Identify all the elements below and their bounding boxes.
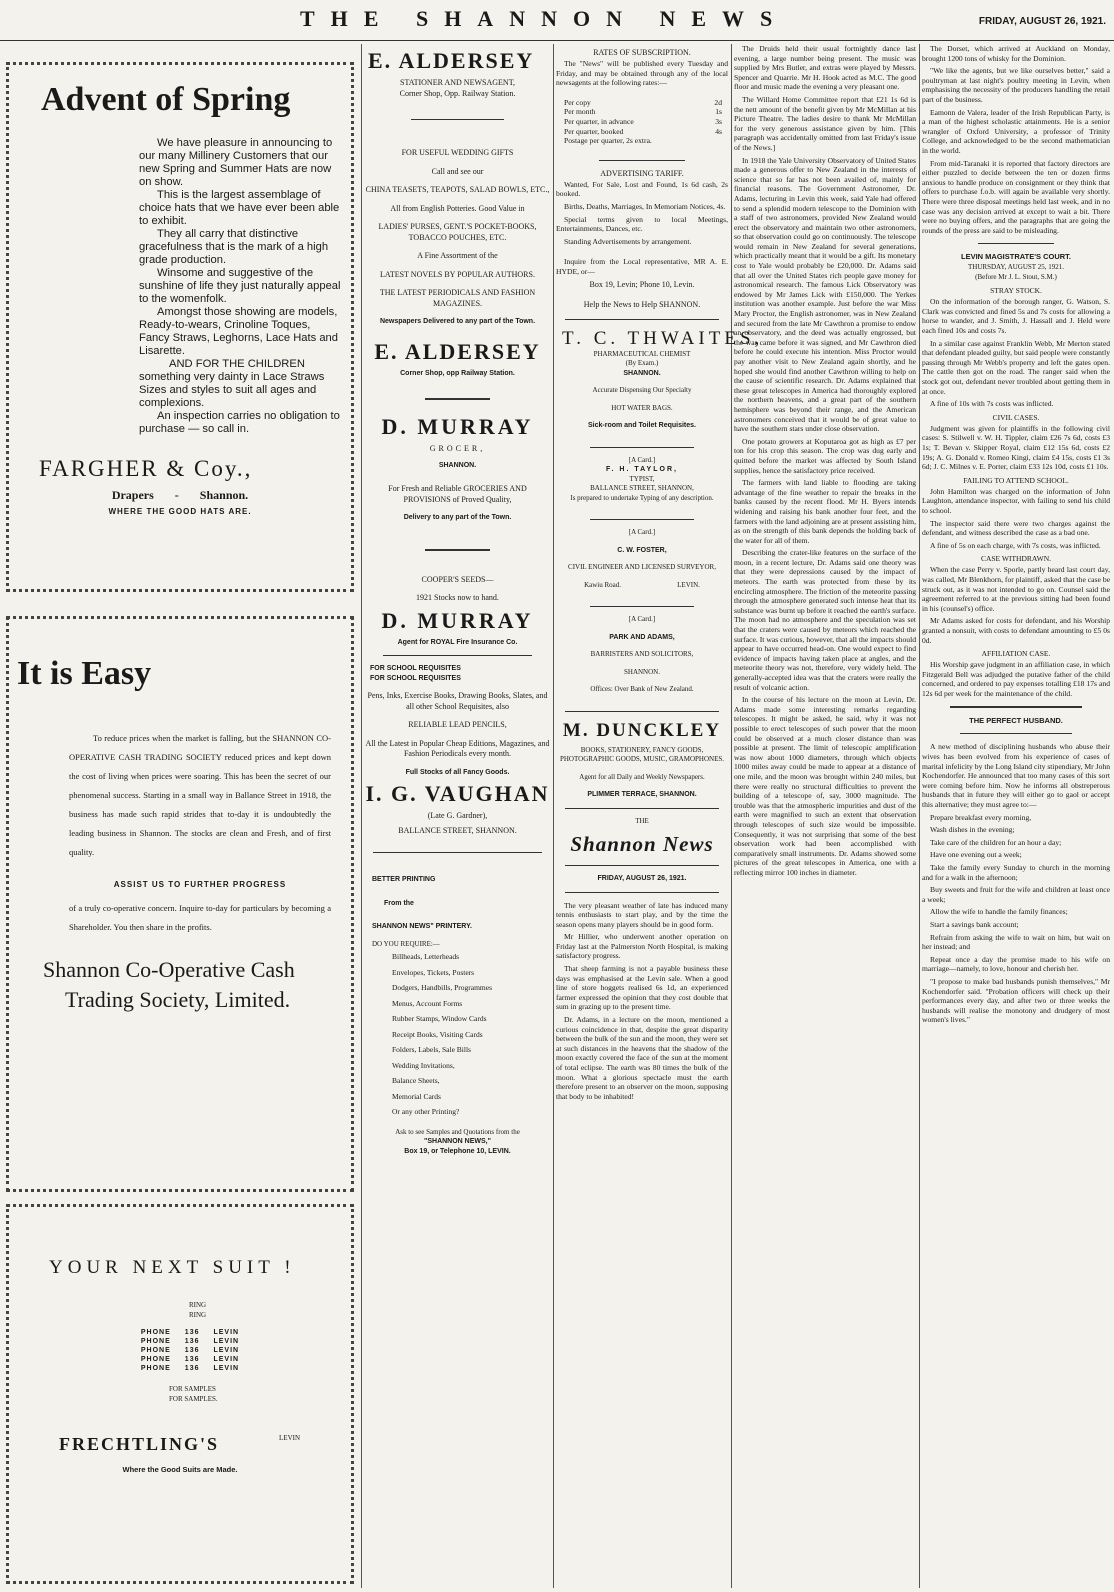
tariff-special: Special terms given to local Meetings, Entertainments, Dances, etc. xyxy=(556,214,728,234)
column-5 xyxy=(922,44,1110,1588)
fancy-line: Full Stocks of all Fancy Goods. xyxy=(405,768,510,776)
frechtling-line xyxy=(59,1434,341,1455)
column-2 xyxy=(364,44,551,1588)
court-para: A fine of 5s on each charge, with 7s costs, was inflicted. xyxy=(930,540,1101,550)
aldersey-address: Corner Shop, Opp. Railway Station. xyxy=(399,88,516,98)
column-4 xyxy=(734,44,916,1588)
news-para: "We like the agents, but we like ourselves better," said a poultryman at last night's poultry meeting in Levin, when emphasising the necessity of the producers handling the retail part of the business. xyxy=(922,66,1110,104)
periodicals-line: THE LATEST PERIODICALS AND FASHION MAGAZINES. xyxy=(379,288,536,308)
court-para: His Worship gave judgment in an affiliation case, in which Fitzgerald Bell was adjudged the putative father of the child concerned, and ordered to pay expenses totalling £18 17s and 12s 6d per week for the maintenance of the child. xyxy=(922,660,1110,698)
novels-line: LATEST NOVELS BY POPULAR AUTHORS. xyxy=(380,269,535,279)
husband-rule: Buy sweets and fruit for the wife and children at least once a week; xyxy=(922,885,1110,904)
potteries-line: All from English Potteries. Good Value in xyxy=(390,203,525,213)
husband-rule: Take the family every Sunday to church in the morning and for a walk in the afternoon; xyxy=(922,863,1110,882)
news-para: In 1918 the Yale University Observatory of United States made a generous offer to New Zealand in the interests of science that so far has not been availed of, mainly for financial reasons. The Government Astronomer, Dr. Adams, lecturing in Levin this week, said Yale had offered to send a splendid modern telescope to the Dominion with a staff of two astronomers, provided New Zealand would erect the observatory and maintain two other astronomers, so that observation could go on continuously. The telescope would remain in New Zealand for several generations, which practically meant that it would be a gift. Its monetary cost to Yale would probably be £20,000. Dr. Adams said that all over the United States rich people gave money for astronomical research. The famous Lick Observatory was endowed by Mr James Lick with £150,000. The Yerkes institution was another example. Just before the war Miss Mary Proctor, the English astronomer, was in New Zealand and secured from the late Mr Cawthron a promise to endow an observatory, and the deed was actually engrossed, but the war came before it was signed, and Mr Cawthron died before he could execute his intention. Miss Proctor would pay another visit to New Zealand again shortly, and he hoped she would find another Cawthron willing to help on the cause of scientific research. Dr. Adams explained that these great telescopes in America had thoroughly explored the northern heavens, and a great part of the southern hemisphere was beyond their range, and the American astronomers conceived that it would be of great value to have the southern stars under close observation. xyxy=(734,155,916,434)
murray-name: D. MURRAY xyxy=(381,414,534,439)
news-para: Describing the crater-like features on the surface of the moon, in a recent lecture, Dr. Adams said one theory was that they were depressions caused by the impact of meteors. The earth was protected from these by its encircling atmosphere. The friction of the meteorite passing through the atmosphere generated such intense heat that its substance was burnt up before it reached the earth's surface. The moon had no atmosphere and the speculation was set that the craters were caused by meteors which reached the surface. It was curious, however, that all the impacts should appear to have occurred head-on. One would expect to find evidence of impacts having taken place at angles, and the meteorite theory was not, therefore, very widely held. The generally-accepted idea was that the craters were really the result of volcanic action. xyxy=(734,548,916,692)
rate-price: 3s xyxy=(715,116,722,126)
spring-para: something very dainty in Lace Straws Sizes and styles to suit all ages and complexions. xyxy=(139,371,325,409)
coopers-seeds: COOPER'S SEEDS— xyxy=(421,574,494,584)
phone-line: PHONE 136 LEVIN xyxy=(140,1356,240,1363)
court-para: Judgment was given for plaintiffs in the following civil cases: S. Stilwell v. W. H. Tippler, claim £26 7s 6d, costs £3 1s; T. Bevan v. Skipper Royal, claim £12 15s 6d, costs £2 19s; A. G. Donald v. Romeo Kingi, claim £4 15s, costs £1 3s 6d; J. C. Milnes v. E. Porter, claim £33 12s 10d, costs £1 10s. xyxy=(922,423,1110,472)
spring-para: AND FOR THE CHILDREN xyxy=(169,358,305,370)
husband-heading: THE PERFECT HUSBAND. xyxy=(969,716,1063,726)
printing-item: Folders, Labels, Sale Bills xyxy=(392,1045,471,1054)
rate-row xyxy=(564,107,722,117)
printing-item: Dodgers, Handbills, Programmes xyxy=(392,983,492,992)
printing-item: Receipt Books, Visiting Cards xyxy=(392,1029,483,1039)
rate-label: Per copy xyxy=(564,97,591,107)
tariff-wanted: Wanted, For Sale, Lost and Found, 1s 6d cash, 2s booked. xyxy=(556,179,728,199)
fargher-firm: FARGHER & Coy., xyxy=(39,456,253,481)
samples-label: FOR SAMPLES. xyxy=(169,1394,218,1403)
printing-heading: BETTER PRINTING xyxy=(372,876,436,883)
rate-label: Per quarter, in advance xyxy=(564,116,634,126)
help-line: Help the News to Help SHANNON. xyxy=(583,300,701,309)
suit-advert xyxy=(6,1204,354,1584)
spring-para: We have pleasure in announcing to our many Millinery Customers that our new Spring and Summer Hats are now on show. xyxy=(139,137,333,188)
park-offices: Offices: Over Bank of New Zealand. xyxy=(590,685,694,693)
printing-ask: Ask to see Samples and Quotations from the xyxy=(395,1127,520,1136)
taylor-typist: TYPIST, xyxy=(629,474,655,483)
phone-line: PHONE 136 LEVIN xyxy=(140,1329,240,1336)
foster-address: Kawiu Road. LEVIN. xyxy=(584,580,700,589)
thwaites-exam: (By Exam.) xyxy=(625,359,659,367)
court-para: John Hamilton was charged on the information of John Laughton, attendance inspector, with failing to send his child to school. xyxy=(922,486,1110,515)
editorial-para: Dr. Adams, in a lecture on the moon, mentioned a curious coincidence in that, despite the great disparity between the bulk of the sun and the moon, they were set at such distances in the heavens that the shadow of the moon exactly covered the face of the sun at the moment of total eclipse. The earth was 80 times the bulk of the moon. What a glorious spectacle must the earth therefore present to an observer on the moon, supposing that body to be inhabited! xyxy=(556,1015,728,1101)
husband-rule: Start a savings bank account; xyxy=(930,919,1019,929)
rates-list xyxy=(564,98,722,146)
vaughan-name: I. G. VAUGHAN xyxy=(365,781,550,806)
husband-rule: Repeat once a day the promise made to his wife on marriage—namely, to love, honour and cherish her. xyxy=(922,954,1110,974)
park-barristers: BARRISTERS AND SOLICITORS, xyxy=(590,650,694,658)
stocks-1921: 1921 Stocks now to hand. xyxy=(416,593,499,602)
thwaites-name: T. C. THWAITES, xyxy=(562,327,764,349)
taylor-name: F. H. TAYLOR, xyxy=(606,466,678,473)
court-para: When the case Perry v. Sporle, partly heard last court day, was called, Mr Blenkhorn, for plaintiff, asked that the case be struck out, as it was not intended to go on. Counsel said the agreement referred to at the previous sitting had been found in his (counsel's) office. xyxy=(922,565,1110,613)
suit-heading: YOUR NEXT SUIT ! xyxy=(49,1257,296,1278)
printing-item: Balance Sheets, xyxy=(392,1076,440,1085)
court-para: In a similar case against Franklin Webb, Mr Merton stated that defendant pleaded guilty, but said people were constantly passing through Mr Webb's property and left the gates open. The cattle then got on the road. The ranger said when the stock got out, defendant never troubled about getting them in at once. xyxy=(922,338,1110,396)
fargher-line: Drapers - Shannon. xyxy=(111,488,249,502)
tariff-standing: Standing Advertisements by arrangement. xyxy=(564,236,692,246)
rates-intro: The "News" will be published every Tuesday and Friday, and may be obtained through any of the local newsagents at the following rates:— xyxy=(556,59,728,88)
editorial-para: Mr Hillier, who underwent another operation on Friday last at the Palmerston North Hospital, is making satisfactory progress. xyxy=(556,932,728,961)
easy-subheading: ASSIST US TO FURTHER PROGRESS xyxy=(113,880,287,889)
phone-line: PHONE 136 LEVIN xyxy=(140,1347,240,1354)
failing-heading: FAILING TO ATTEND SCHOOL. xyxy=(963,475,1069,485)
edition-date: FRIDAY, AUGUST 26, 1921. xyxy=(597,875,687,882)
spring-para: They all carry that distinctive gracefulness that is the mark of a high grade production. xyxy=(139,228,329,266)
spring-para: Winsome and suggestive of the sunshine of life they just naturally appeal to the womenfolk. xyxy=(139,267,341,305)
withdrawn-heading: CASE WITHDRAWN. xyxy=(980,554,1052,564)
printing-item: Memorial Cards xyxy=(392,1091,441,1101)
taylor-address: BALLANCE STREET, SHANNON, xyxy=(590,484,694,492)
card-label: [A Card.] xyxy=(628,615,656,623)
foster-engineer: CIVIL ENGINEER AND LICENSED SURVEYOR, xyxy=(568,563,716,571)
husband-rules xyxy=(922,813,1110,974)
dunckley-agent: Agent for all Daily and Weekly Newspapers. xyxy=(579,772,705,781)
printing-item: Wedding Invitations, xyxy=(392,1060,455,1070)
ring-label: RING xyxy=(189,1301,207,1309)
murray-grocer: GROCER, xyxy=(429,444,486,453)
rate-price: 2d xyxy=(714,97,722,107)
spring-para: This is the largest assemblage of choice hats that we have ever been able to exhibit. xyxy=(139,189,340,227)
phone-line: PHONE 136 LEVIN xyxy=(140,1365,240,1372)
husband-end: "I propose to make bad husbands punish themselves," Mr Kochendorfer said. "Probation officers will check up their performances every day, and after two or three weeks the husbands will realise the monotony and drudgery of most women's lives." xyxy=(922,976,1110,1025)
assortment-line: A Fine Assortment of the xyxy=(417,251,498,260)
column-rule xyxy=(553,44,554,1588)
tariff-inquire: Inquire from the Local representative, MR A. E. HYDE, or— xyxy=(556,257,728,276)
thwaites-bags: HOT WATER BAGS. xyxy=(611,403,673,412)
rate-row xyxy=(564,127,722,137)
printing-item: Menus, Account Forms xyxy=(392,998,463,1008)
rate-label: Per quarter, booked xyxy=(564,126,624,136)
dunckley-name: M. DUNCKLEY xyxy=(562,719,722,741)
husband-rule: Take care of the children for an hour a day; xyxy=(930,837,1062,847)
masthead xyxy=(0,0,1114,41)
stray-heading: STRAY STOCK. xyxy=(990,286,1042,296)
pencils-line: RELIABLE LEAD PENCILS, xyxy=(408,720,507,729)
printing-printery: SHANNON NEWS" PRINTERY. xyxy=(372,923,472,930)
frechtling-tagline: Where the Good Suits are Made. xyxy=(122,1465,238,1474)
court-para: On the information of the borough ranger, G. Watson, S. Clark was convicted and fined 5s and 7s costs for allowing a horse to wander, and J. Smith, J. Hassall and J. Held were each fined 10s and costs 7s. xyxy=(922,297,1110,336)
husband-rule: Allow the wife to handle the family finances; xyxy=(930,907,1068,917)
news-para: One potato growers at Koputaroa got as high as £7 per ton for his crop this season. The crop was dug early and quitted before the market was affected by South Island supplies, hence the satisfactory price received. xyxy=(734,436,916,475)
dunckley-address: PLIMMER TERRACE, SHANNON. xyxy=(587,791,697,798)
murray-agent: Agent for ROYAL Fire Insurance Co. xyxy=(397,638,518,646)
printing-items xyxy=(392,949,551,1120)
samples-label: FOR SAMPLES xyxy=(169,1385,216,1393)
murray-delivery: Delivery to any part of the Town. xyxy=(403,514,512,521)
spring-body xyxy=(139,137,341,436)
rate-price: 4s xyxy=(715,126,722,136)
aldersey-sub: STATIONER AND NEWSAGENT, xyxy=(400,78,515,87)
court-heading: LEVIN MAGISTRATE'S COURT. xyxy=(961,252,1071,262)
court-before: (Before Mr J. L. Stout, S.M.) xyxy=(975,272,1057,281)
gifts-line: FOR USEFUL WEDDING GIFTS xyxy=(401,148,514,157)
rate-label: Postage per quarter, 2s extra. xyxy=(564,136,652,146)
frechtling-town: LEVIN xyxy=(279,1434,301,1442)
purses-line: LADIES' PURSES, GENT.'S POCKET-BOOKS, TOBACCO POUCHES, ETC. xyxy=(378,222,537,242)
easy-body2: of a truly co-operative concern. Inquire to-day for particulars by becoming a Shareholder. You then share in the profits. xyxy=(69,903,331,932)
thwaites-accurate: Accurate Dispensing Our Specialty xyxy=(592,386,692,394)
printing-item: Envelopes, Tickets, Posters xyxy=(392,967,475,977)
card-label: [A Card.] xyxy=(628,528,656,536)
printing-box: Box 19, or Telephone 10, LEVIN. xyxy=(404,1147,511,1155)
call-line: Call and see our xyxy=(431,166,484,176)
husband-rule: Prepare breakfast every morning, xyxy=(930,812,1032,822)
rate-row xyxy=(564,98,722,108)
nameplate: Shannon News xyxy=(570,832,714,856)
column-rule xyxy=(361,44,362,1588)
tariff-births: Births, Deaths, Marriages, In Memoriam Notices, 4s. xyxy=(564,201,726,211)
tariff-box: Box 19, Levin; Phone 10, Levin. xyxy=(589,279,695,289)
printing-require: DO YOU REQUIRE:— xyxy=(372,939,440,948)
cooperative-name-2: Trading Society, Limited. xyxy=(65,987,291,1012)
husband-rule: Refrain from asking the wife to wait on him, but wait on her instead; and xyxy=(922,932,1110,952)
school-line: FOR SCHOOL REQUISITES xyxy=(370,674,461,682)
easy-heading: It is Easy xyxy=(17,655,152,692)
news-para: The Dorset, which arrived at Auckland on Monday, brought 1200 tons of whisky for the Dominion. xyxy=(922,44,1110,63)
china-line: CHINA TEASETS, TEAPOTS, SALAD BOWLS, ETC., xyxy=(365,185,550,194)
printing-item: Billheads, Letterheads xyxy=(392,952,460,961)
frechtling-firm: FRECHTLING'S xyxy=(59,1434,220,1454)
cooperative-name-1: Shannon Co-Operative Cash xyxy=(43,957,295,982)
masthead-date: FRIDAY, AUGUST 26, 1921. xyxy=(978,16,1106,27)
phone-line: PHONE 136 LEVIN xyxy=(140,1338,240,1345)
masthead-title: THE SHANNON NEWS xyxy=(300,6,789,31)
printing-item: Or any other Printing? xyxy=(392,1107,460,1116)
court-para: A fine of 10s with 7s costs was inflicted. xyxy=(930,399,1054,409)
pens-line: Pens, Inks, Exercise Books, Drawing Books, Slates, and all other School Requisites, also xyxy=(367,691,548,711)
spring-para: An inspection carries no obligation to purchase — so call in. xyxy=(139,410,340,435)
latest-line: All the Latest in Popular Cheap Editions, Magazines, and Fashion Periodicals every month. xyxy=(365,738,550,758)
news-para: The farmers with land liable to flooding are taking advantage of the fine weather to repair the breaks in the banks caused by the recent flood. Mr H. Byers intends widening and raising his bank another four feet, and the farmers with the land adjoining are at present assisting him, as on the strength of this bank depends the holding back of the water for all of them. xyxy=(734,478,916,545)
affiliation-heading: AFFILIATION CASE. xyxy=(981,649,1051,659)
murray-fresh: For Fresh and Reliable GROCERIES AND PROVISIONS of Proved Quality, xyxy=(388,484,527,504)
rate-row xyxy=(564,117,722,127)
park-name: PARK AND ADAMS, xyxy=(609,633,675,641)
news-para: In the course of his lecture on the moon at Levin, Dr. Adams made some interesting remarks regarding telescopes. It might be asked, he said, why it was not possible to erect telescopes of such power that the moon could be observed at a much closer distance than was possible at present. The limit of telescopic amplification was now about 1000 diameters, through which objects 1000 miles away could be made to appear at a distance of one mile, and the moon was brought within 240 miles, but there were really no structural difficulties to prevent the building of a telescope of, say, 3000 magnitude. The trouble was that the atmospheric impurities and dust of the earth were magnified to such an extent that observation through telescopes of such size would be impossible. Consequently, it was not surprising that some of the best observation work had been accomplished with comparatively small instruments. Dr. Adams showed some pictures of the great telescopes in America, one with a reflecting mirror 100 inches in diameter. xyxy=(734,695,916,877)
spring-heading: Advent of Spring xyxy=(41,81,291,118)
thwaites-town: SHANNON. xyxy=(623,369,661,377)
column-rule xyxy=(919,44,920,1588)
column-3 xyxy=(556,44,764,1588)
printing-from: From the xyxy=(384,899,414,907)
card-label: [A Card.] xyxy=(628,455,656,464)
dunckley-books: BOOKS, STATIONERY, FANCY GOODS, PHOTOGRAPHIC GOODS, MUSIC, GRAMOPHONES. xyxy=(559,745,724,763)
news-para: From mid-Taranaki it is reported that factory directors are either puzzled to decide between the ten or dozen firms anxious to handle produce on consignment or they think that offers to purchase f.o.b. will again be available very shortly. There were three disposal meetings held last week, and in no case was any decision arrived at except to wait a bit. There were no buying offers, and the paragraphs that are going the rounds of the press are said to be misleading. xyxy=(922,158,1110,235)
rate-price: 1s xyxy=(715,107,722,117)
ring-label: RING xyxy=(189,1310,207,1319)
printing-ask-name: "SHANNON NEWS," xyxy=(424,1138,491,1145)
cooperative-advert xyxy=(6,616,354,1192)
court-date: THURSDAY, AUGUST 25, 1921. xyxy=(968,263,1064,272)
park-town: SHANNON. xyxy=(624,667,660,676)
husband-intro: A new method of disciplining husbands who abuse their wives has been evolved from his experience of cases of marital infelicity by the Long Island city stipendiary, Mr John Kochendorfer. He announced that too many cases of this sort were coming before him. Now he informs all obstreperous husbands that in future they will either go to gaol or accept this alternative; they must agree to:— xyxy=(922,742,1110,810)
editorial-para: That sheep farming is not a payable business these days was emphasised at the Levin sale. When a good line of store hoggets realised 6s 1d, an experienced farmer expressed the opinion that they cost double that sum in grazing up to the present time. xyxy=(556,964,728,1012)
aldersey-name: E. ALDERSEY xyxy=(368,48,535,73)
editorial-para: The very pleasant weather of late has induced many tennis enthusiasts to start play, and by the time the season opens many players should be in good form. xyxy=(556,900,728,929)
fargher-tagline: WHERE THE GOOD HATS ARE. xyxy=(108,507,252,516)
spring-advert xyxy=(6,62,354,592)
easy-body: To reduce prices when the market is falling, but the SHANNON CO-OPERATIVE CASH TRADING SOCIETY reduced prices and kept down the cost of living when prices were soaring. This has been the secret of our phenomenal success. Starting in a small way in Ballance Street in 1918, the business has made such rapid strides that to-day it is undoubtedly the leading business in Shannon. The stocks are clean and Fresh, and of first quality. xyxy=(69,733,331,857)
rates-heading: RATES OF SUBSCRIPTION. xyxy=(593,48,691,57)
foster-name: C. W. FOSTER, xyxy=(617,546,667,554)
murray-town: SHANNON. xyxy=(438,461,477,469)
aldersey-name-2: E. ALDERSEY xyxy=(374,338,541,364)
spring-para: Amongst those showing are models, Ready-to-wears, Crinoline Toques, Fancy Straws, Leghorns, Lace Hats and Lisarette. xyxy=(139,306,338,357)
school-line: FOR SCHOOL REQUISITES xyxy=(370,665,461,672)
court-para: Mr Adams asked for costs for defendant, and his Worship granted a nonsuit, with costs to defendant amounting to £5 0s 0d. xyxy=(922,616,1110,645)
vaughan-late: (Late G. Gardner), xyxy=(427,811,488,820)
printing-item: Rubber Stamps, Window Cards xyxy=(392,1014,487,1023)
tariff-heading: ADVERTISING TARIFF. xyxy=(600,168,684,178)
vaughan-address: BALLANCE STREET, SHANNON. xyxy=(398,825,517,835)
column-1 xyxy=(2,44,358,1588)
rate-row xyxy=(564,136,722,146)
murray-name-2: D. MURRAY xyxy=(381,607,534,633)
taylor-prepared: Is prepared to undertake Typing of any description. xyxy=(570,493,714,502)
court-para: The inspector said there were two charges against the defendant, and witness described the case as a bad one. xyxy=(922,518,1110,538)
news-para: Eamonn de Valera, leader of the Irish Republican Party, is a man of the highest scholastic attainments. He is a senior wrangler of Oxford University, a professor of Trinity College, and acknowledged to be the second mathematician in the world. xyxy=(922,107,1110,155)
civil-heading: CIVIL CASES. xyxy=(992,412,1040,422)
nameplate-the: THE xyxy=(635,816,649,825)
husband-rule: Wash dishes in the evening; xyxy=(930,825,1015,835)
rate-label: Per month xyxy=(564,107,596,117)
aldersey-address-2: Corner Shop, opp Railway Station. xyxy=(400,369,515,377)
news-para: The Druids held their usual fortnightly dance last evening, a large number being present. The music was supplied by Mrs Butler, and extras were played by Messrs. Spencer and Quarrie. Mr H. Hook acted as M.C. The good floor and music made the evening a very pleasant one. xyxy=(734,44,916,92)
column-rule xyxy=(731,44,732,1588)
news-para: The Willard Home Committee report that £21 1s 6d is the nett amount of the benefit given by Mr McMillan at his Picture Theatre. The ladies desire to thank Mr McMillan for the very generous assistance given by him. [This paragraph was accidentally omitted from last Friday's issue of the News.] xyxy=(734,94,916,152)
delivered-line: Newspapers Delivered to any part of the Town. xyxy=(379,318,536,325)
thwaites-chemist: PHARMACEUTICAL CHEMIST xyxy=(593,349,691,358)
thwaites-sick: Sick-room and Toilet Requisites. xyxy=(587,422,696,429)
husband-rule: Have one evening out a week; xyxy=(930,850,1022,860)
